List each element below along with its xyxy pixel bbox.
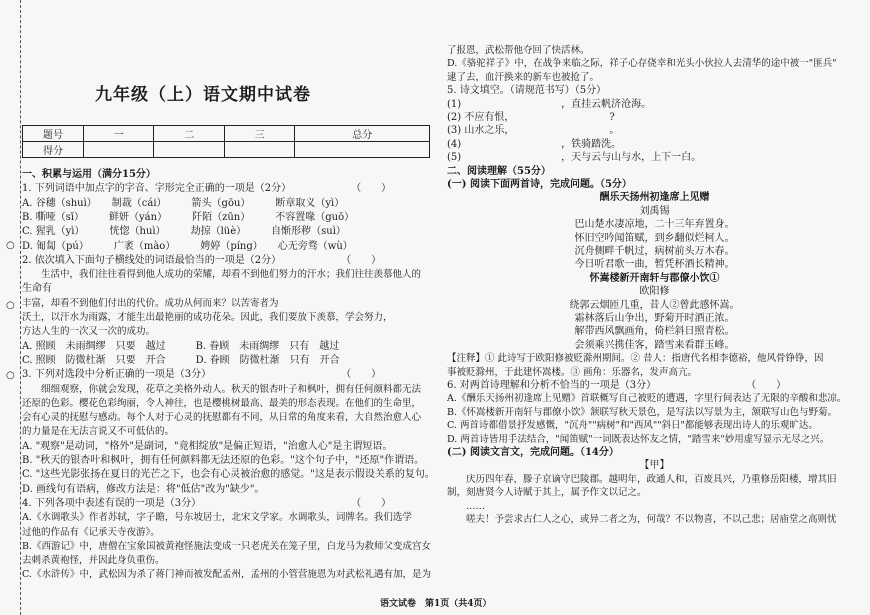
poem-line: 霜林落后山争出，野菊开时酒正浓。 bbox=[574, 313, 735, 324]
text-line: 事被贬滁州，于此建怀嵩楼。③ 画角：乐器名，发声高亢。 bbox=[447, 366, 698, 378]
score-cell[interactable] bbox=[84, 142, 154, 158]
score-row-label: 得分 bbox=[23, 142, 84, 158]
poem-line: 酬乐天扬州初逢席上见赠 bbox=[599, 192, 710, 204]
text-line: 会有心灵的抚慰与感动。每个人对于心灵的抚慰都有不同，从日常的角度来看，大自然治愈人心 bbox=[22, 412, 422, 424]
score-header-cell: 总分 bbox=[295, 126, 430, 142]
text-line: 3. 下列对选段中分析正确的一项是（3分） （ ） bbox=[22, 369, 382, 381]
text-line: D. 匍匐（pú） 广袤（mào） 娉婷（píng） 心无旁骛（wù） bbox=[22, 240, 353, 252]
text-line: 6. 对两首诗理解和分析不恰当的一项是（3分） （ ） bbox=[447, 380, 787, 391]
text-line: (3) 山水之乐， 。 bbox=[447, 125, 620, 137]
section-heading: 二、阅读理解（55分） bbox=[447, 165, 551, 177]
score-cell[interactable] bbox=[224, 142, 294, 158]
score-cell[interactable] bbox=[295, 142, 430, 158]
text-line: 5. 诗文填空。（请规范书写）（5分） bbox=[447, 85, 607, 97]
text-line: B.《西游记》中，唐僧在宝象国被黄袍怪施法变成一只老虎关在笼子里，白龙马为救师父变成宫女 bbox=[22, 540, 432, 552]
section-heading: (二) 阅读文言文，完成问题。（14分） bbox=[447, 447, 619, 458]
text-line: A. 照顾 未雨绸缪 只要 越过 B. 眷顾 未雨绸缪 只有 越过 bbox=[22, 340, 340, 352]
text-line: 逮了去，血汗换来的新车也被抢了。 bbox=[447, 71, 600, 83]
score-table bbox=[22, 125, 430, 158]
text-line: C. 猩乳（yì） 恍惚（huì） 劫掠（lüè） 自惭形秽（suì） bbox=[22, 226, 346, 238]
score-table-row bbox=[23, 142, 430, 158]
text-line: 生活中，我们往往看得到他人成功的荣耀，却看不到他们努力的汗水；我们往往羡慕他人的 bbox=[22, 269, 422, 281]
text-line: 4. 下列各项中表述有误的一项是（3分） （ ） bbox=[22, 497, 392, 509]
text-line: 了报恩，武松帮他夺回了快活林。 bbox=[447, 45, 590, 56]
text-line: (5) ，天与云与山与水，上下一白。 bbox=[447, 152, 702, 164]
poem-line: 会须乘兴携佳客，踏雪来看群玉峰。 bbox=[574, 339, 735, 351]
text-line: B.《怀嵩楼新开南轩与郡僚小饮》颔联写秋天景色，是写法以写景为主，颔联写山色与野菊。 bbox=[447, 406, 838, 418]
text-line: 生命有 bbox=[22, 283, 52, 295]
text-line: 2. 依次填入下面句子横线处的词语最恰当的一项是（2分） （ ） bbox=[22, 254, 382, 266]
score-header-cell: 三 bbox=[224, 126, 294, 142]
poem-line: 今日听君歌一曲，暂凭杯酒长精神。 bbox=[574, 259, 735, 271]
text-line: 的力量是在无法言说又不可低估的。 bbox=[22, 426, 175, 438]
score-header-cell: 二 bbox=[154, 126, 224, 142]
margin-mark: ○ bbox=[6, 300, 15, 311]
text-line: 去刺杀黄袍怪，并因此身负重伤。 bbox=[22, 555, 165, 567]
score-header-cell: 题号 bbox=[23, 126, 84, 142]
text-line: 过他的作品有《记承天寺夜游》。 bbox=[22, 526, 160, 538]
text-line: 庆历四年春，滕子京谪守巴陵郡。越明年，政通人和，百废具兴，乃重修岳阳楼，增其旧 bbox=[447, 473, 837, 485]
margin-mark: ○ bbox=[6, 370, 15, 381]
text-line: 丰富，却看不到他们付出的代价。成功从何而来？以苦寄者为 bbox=[22, 297, 279, 309]
text-line: 制，刻唐贤今人诗赋于其上，属予作文以记之。 bbox=[447, 487, 647, 499]
text-line: …… bbox=[447, 500, 486, 512]
score-table-header bbox=[23, 126, 430, 142]
poem-line: 巴山楚水凄凉地，二十三年弃置身。 bbox=[574, 219, 735, 231]
text-line: C. 照顾 防微杜渐 只要 开合 D. 眷顾 防微杜渐 只有 开合 bbox=[22, 354, 340, 366]
text-line: 1. 下列词语中加点字的字音、字形完全正确的一项是（2分） （ ） bbox=[22, 183, 392, 195]
text-line: A. "观察"是动词，"格外"是副词，"竟相绽放"是偏正短语，"治愈人心"是主谓短语。 bbox=[22, 440, 393, 452]
exam-title: 九年级（上）语文期中试卷 bbox=[95, 85, 311, 105]
text-line: D. 两首诗皆用手法结合，"闻笛赋"一词既表达怀友之情，"踏雪来"妙用虚写显示无尽之兴。 bbox=[447, 433, 830, 445]
text-line: 还原的色彩。樱花色彩绚丽，令人神往，也是樱桃树最高、最美的形态表现。在他们的生命里， bbox=[22, 397, 422, 409]
poem-line: 欧阳修 bbox=[639, 286, 670, 298]
poem-line: 怀嵩楼新开南轩与郡僚小饮① bbox=[589, 272, 720, 284]
text-line: 沃土，以汗水为雨露，才能生出最艳丽的成功花朵。因此，我们要放下羡慕，学会努力， bbox=[22, 312, 393, 323]
poem-line: 怀旧空吟闻笛赋，到乡翻似烂柯人。 bbox=[574, 232, 735, 244]
text-line: D. 画线句有语病，修改方法是：将"低估"改为"缺少"。 bbox=[22, 483, 265, 495]
text-line: 细细观察，你就会发现，花草之美格外动人。秋天的银杏叶子和枫叶，拥有任何颜料都无法 bbox=[22, 383, 422, 395]
poem-line: 绕郭云烟匝几重，昔人②曾此感怀嵩。 bbox=[569, 299, 740, 311]
text-line: C.《水浒传》中，武松因为杀了蒋门神而被发配孟州，孟州的小管营施恩为对武松礼遇有加，是为 bbox=[22, 569, 431, 581]
poem-line: 沉舟侧畔千帆过，病树前头万木春。 bbox=[574, 246, 735, 257]
score-header-cell: 一 bbox=[84, 126, 154, 142]
binding-margin bbox=[0, 0, 21, 615]
poem-line: 解带西风飘画角，倚栏斜日照青松。 bbox=[574, 326, 735, 338]
page-footer: 语文试卷 第1页（共4页） bbox=[380, 599, 492, 609]
text-line: B. "秋天的银杏叶和枫叶，拥有任何颜料都无法还原的色彩。"这个句子中，"还原"作谓语。 bbox=[22, 455, 425, 466]
score-cell[interactable] bbox=[154, 142, 224, 158]
poem-line: 【甲】 bbox=[639, 460, 670, 472]
text-line: B. 嘶哑（sī） 鲜妍（yán） 阡陌（zūn） 不容置喙（guō） bbox=[22, 211, 355, 223]
text-line: C. 两首诗都借景抒发感慨，"沉舟""病树"和"西风""斜日"都能够表现出诗人的乐观旷达。 bbox=[447, 420, 818, 432]
text-line: C. "这些光影张扬在夏日的光芒之下，也会有心灵被治愈的感觉。"这是表示假设关系的复句。 bbox=[22, 469, 435, 481]
poem-line: 刘禹锡 bbox=[639, 205, 670, 217]
text-line: 方达人生的一次又一次的成功。 bbox=[22, 326, 156, 338]
text-line: D.《骆驼祥子》中，在战争来临之际，祥子心存侥幸和光头小伙拉人去清华的途中被一"匪兵" bbox=[447, 58, 837, 70]
text-line: 【注释】① 此诗写于欧阳修被贬滁州期间。② 昔人：指唐代名相李德裕，他风骨铮铮，因 bbox=[447, 353, 824, 365]
text-line: A.《水调歌头》作者苏轼，字子瞻，号东坡居士，北宋文学家。水调歌头，词牌名。我们选学 bbox=[22, 512, 412, 524]
text-line: A. 谷穗（shuì） 制裁（cái） 箭头（gōu） 断章取义（yì） bbox=[22, 197, 345, 209]
text-line: (4) ，铁骑踏洗。 bbox=[447, 138, 622, 150]
text-line: (1) ，直挂云帆济沧海。 bbox=[447, 98, 652, 110]
text-line: A.《酬乐天扬州初逢席上见赠》首联概写自己被贬的遭遇，字里行间表达了无限的辛酸和悲凉。 bbox=[447, 393, 847, 405]
text-line: 嗟夫！予尝求古仁人之心，或异二者之为，何哉？不以物喜，不以己悲；居庙堂之高则忧 bbox=[447, 514, 837, 525]
section-heading: (一) 阅读下面两首诗，完成问题。（5分） bbox=[447, 179, 632, 190]
text-line: (2) 不应有恨， ? bbox=[447, 112, 615, 123]
margin-mark: ○ bbox=[6, 240, 15, 251]
section-heading: 一、积累与运用（满分15分） bbox=[22, 169, 156, 180]
